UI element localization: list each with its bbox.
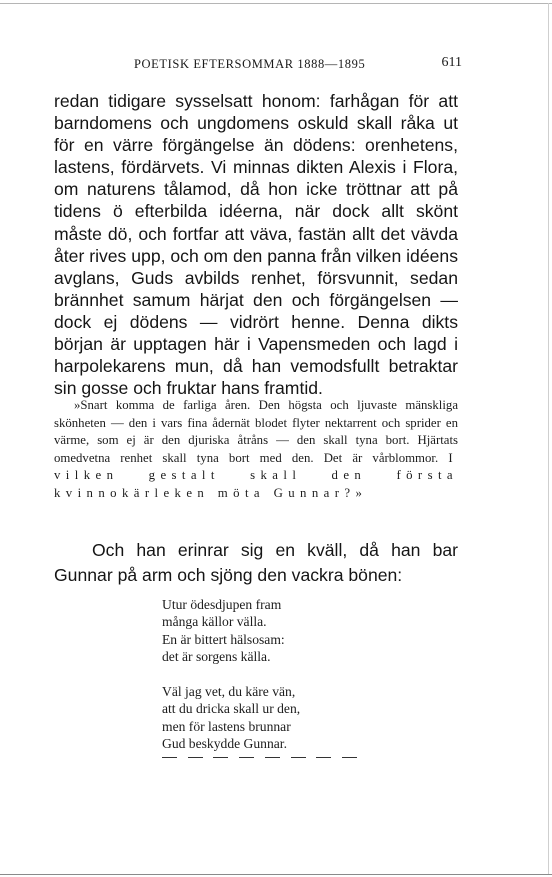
body-paragraph: redan tidigare sysselsatt honom: farhågan för att barndomens och ungdomens oskuld skall råka ut för en värre förgängelse än dödens: orenhetens, lastens, fördärvets. Vi minnas dikten Alexis i Flora, om naturens tålamod, då hon icke tröttnar att på tidens ö efterbilda idéerna, när dock allt skönt måste dö, och fortfar att väva, fastän allt det vävda åter rives upp, och om den panna från vilken idéens avglans, Guds avbilds renhet, försvunnit, sedan brännhet samum härjat den och förgängelsen — dock ej dödens — vidrört henne. Denna dikts början är upptagen här i Vapensmeden och lagd i harpolekarens mun, då han vemodsfullt betraktar sin gosse och fruktar hans framtid. (54, 91, 458, 399)
verse-line: En är bittert hälsosam: (162, 631, 285, 647)
dash-mark (213, 757, 228, 758)
bottom-rule (0, 874, 552, 875)
dash-mark (265, 757, 280, 758)
verse-line: Gud beskydde Gunnar. (162, 735, 287, 751)
poem-stanza-2 (162, 683, 300, 752)
dash-mark (291, 757, 306, 758)
page-number: 611 (441, 55, 462, 70)
verse-line: det är sorgens källa. (162, 648, 271, 664)
page-header (54, 55, 462, 75)
verse-line: att du dricka skall ur den, (162, 701, 301, 717)
dash-mark (316, 757, 331, 758)
quote-text: »Snart komma de farliga åren. Den högsta och ljuvaste mänskliga skönheten — den i vars fina ådernät blodet flyter nektarrent och sprider en värme, som ej är den djuriska åtråns — den skall tyna bort. Hjärtats omedvetna renhet skall tyna bort med den. Det är vårblommor. (54, 398, 458, 465)
dash-mark (162, 757, 177, 758)
verse-line: Utur ödesdjupen fram (162, 597, 282, 612)
running-head: POETISK EFTERSOMMAR 1888—1895 (134, 57, 366, 71)
top-rule (0, 3, 552, 4)
body-paragraph-2: Och han erinrar sig en kväll, då han bar Gunnar på arm och sjöng den vackra bönen: (54, 540, 458, 585)
right-edge-rule (548, 3, 549, 875)
dash-mark (342, 757, 357, 758)
verse-line: Väl jag vet, du käre vän, (162, 684, 296, 699)
dash-mark (239, 757, 254, 758)
verse-line: många källor välla. (162, 614, 267, 630)
dash-mark (188, 757, 203, 758)
poem-stanza-1 (162, 596, 285, 665)
verse-line: men för lastens brunnar (162, 718, 291, 734)
ellipsis-dash-rule (162, 757, 357, 758)
quote-spaced-text: I vilken gestalt skall den första kvinnokärleken möta Gunnar?» (54, 450, 458, 500)
block-quote (54, 397, 458, 503)
